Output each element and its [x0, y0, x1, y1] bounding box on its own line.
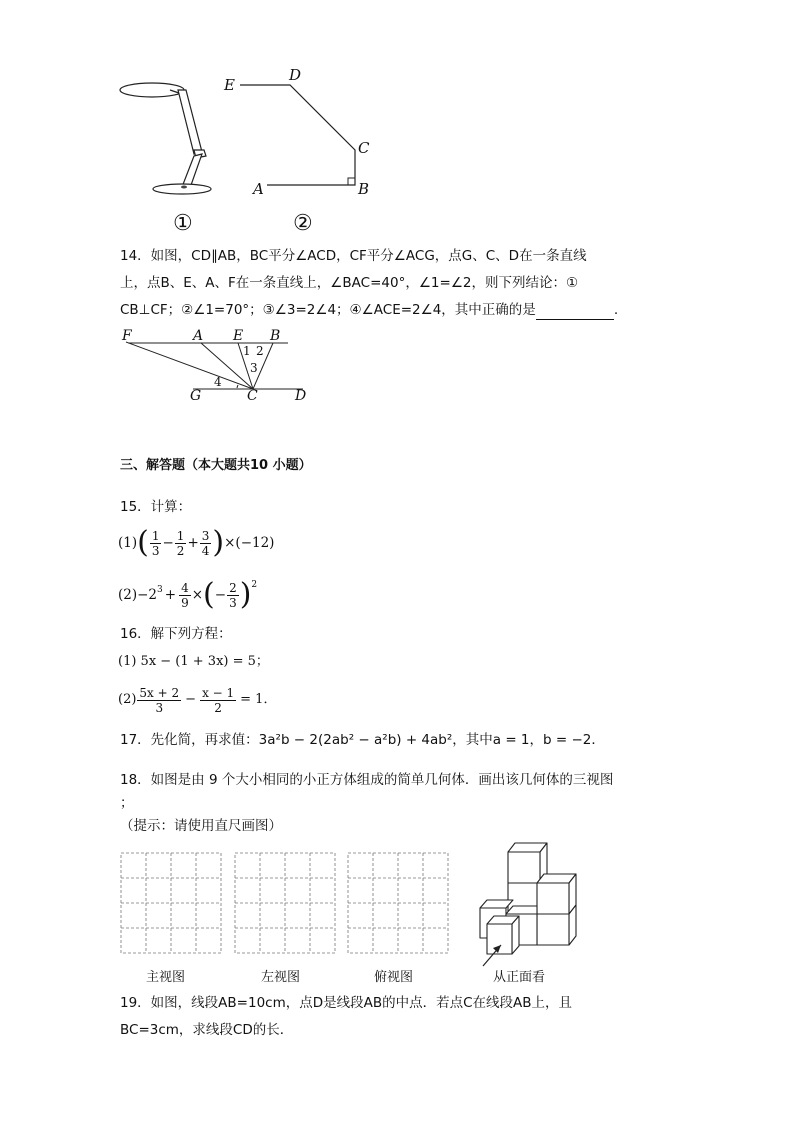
fig14-angle-2: 2 [256, 344, 264, 358]
q14-figure [118, 328, 318, 404]
operator: + [187, 535, 199, 551]
q14-line3 [120, 300, 618, 320]
q16-p2-prefix: (2) [118, 692, 137, 707]
operator: − [185, 692, 197, 707]
front-view-grid[interactable] [120, 852, 222, 954]
fraction: $\frac{4}{9}$ [181, 580, 189, 610]
fig14-label-A: A [193, 328, 204, 344]
operator: × [191, 587, 204, 603]
fraction: $\frac{x - 1}{2}$ [202, 685, 235, 715]
point-label-C: C [358, 139, 370, 157]
exponent: 3 [157, 585, 163, 595]
fig14-angle-4: 4 [214, 375, 222, 389]
q16-title: 16．解下列方程： [120, 626, 232, 642]
fig14-angle-1: 1 [243, 344, 251, 358]
caption-front-view: 主视图 [146, 970, 186, 985]
point-label-E: E [224, 76, 235, 94]
q19-line2: BC=3cm，求线段CD的长． [120, 1022, 294, 1038]
fig14-label-C: C [247, 388, 258, 404]
q14-line2: 上，点B、E、A、F在一条直线上，∠BAC=40°，∠1=∠2，则下列结论：① [120, 275, 579, 291]
exponent: 2 [251, 580, 258, 590]
q18-line1: 18．如图是由 9 个大小相同的小正方体组成的简单几何体．画出该几何体的三视图 [120, 772, 614, 788]
caption-top-view: 俯视图 [374, 970, 414, 985]
operator: − [214, 587, 227, 603]
q18-hint: （提示：请使用直尺画图） [120, 818, 282, 834]
caption-left-view: 左视图 [261, 970, 301, 985]
q14-period: . [613, 302, 619, 318]
polyline-figure [240, 78, 380, 190]
q18-line2: ； [120, 795, 134, 811]
fig14-label-F: F [122, 328, 132, 344]
answer-blank[interactable] [536, 305, 614, 320]
fraction: $\frac{1}{3}$ [151, 528, 160, 558]
q16-p2-tail: = 1． [240, 692, 277, 707]
q14-line3-text: CB⊥CF；②∠1=70°；③∠3=2∠4；④∠ACE=2∠4，其中正确的是 [120, 302, 536, 318]
fig14-label-B: B [270, 328, 281, 344]
fraction: $\frac{2}{3}$ [229, 580, 237, 610]
figure-label-2: ② [293, 211, 313, 236]
q19-line1: 19．如图，线段AB=10cm，点D是线段AB的中点．若点C在线段AB上，且 [120, 995, 573, 1011]
operator: + [164, 587, 177, 603]
q16-part1: (1) 5x − (1 + 3x) = 5； [118, 654, 269, 669]
q15-part1: (1) ( $\frac{1}{3}$ − $\frac{1}{2}$ + $\frac{3}{4}$ ) ×(−12) [118, 525, 275, 560]
operator: − [162, 535, 174, 551]
top-view-grid[interactable] [347, 852, 449, 954]
q17-text: 17．先化简，再求值：3a²b − 2(2ab² − a²b) + 4ab²，其中a = 1，b = −2． [120, 732, 605, 748]
q14-line1: 14．如图，CD∥AB，BC平分∠ACD，CF平分∠ACG，点G、C、D在一条直线 [120, 248, 587, 264]
q15-p1-tail: ×(−12) [224, 535, 275, 551]
q15-p2-prefix: (2)−2 [118, 587, 158, 603]
fraction: $\frac{5x + 2}{3}$ [139, 685, 180, 715]
point-label-A: A [253, 180, 264, 198]
fig14-angle-3: 3 [250, 361, 258, 375]
fig14-label-D: D [295, 388, 307, 404]
point-label-D: D [289, 66, 302, 84]
fig14-label-G: G [190, 388, 202, 404]
section-heading: 三、解答题（本大题共10 小题） [120, 458, 312, 473]
point-label-B: B [358, 180, 370, 198]
fraction: $\frac{3}{4}$ [201, 528, 210, 558]
cube-stack-figure [475, 838, 590, 968]
fraction: $\frac{1}{2}$ [176, 528, 185, 558]
q15-title: 15．计算： [120, 499, 192, 515]
caption-from-front: 从正面看 [493, 970, 546, 985]
figure-label-1: ① [173, 211, 193, 236]
q15-p1-prefix: (1) [118, 535, 138, 551]
q15-part2: (2)−2 $^3$ + $\frac{4}{9}$ × ( − $\frac{2}{3}$ ) $^2$ [118, 577, 258, 612]
fig14-label-E: E [233, 328, 244, 344]
q16-part2 [118, 680, 276, 720]
lamp-figure [110, 70, 230, 205]
left-view-grid[interactable] [234, 852, 336, 954]
